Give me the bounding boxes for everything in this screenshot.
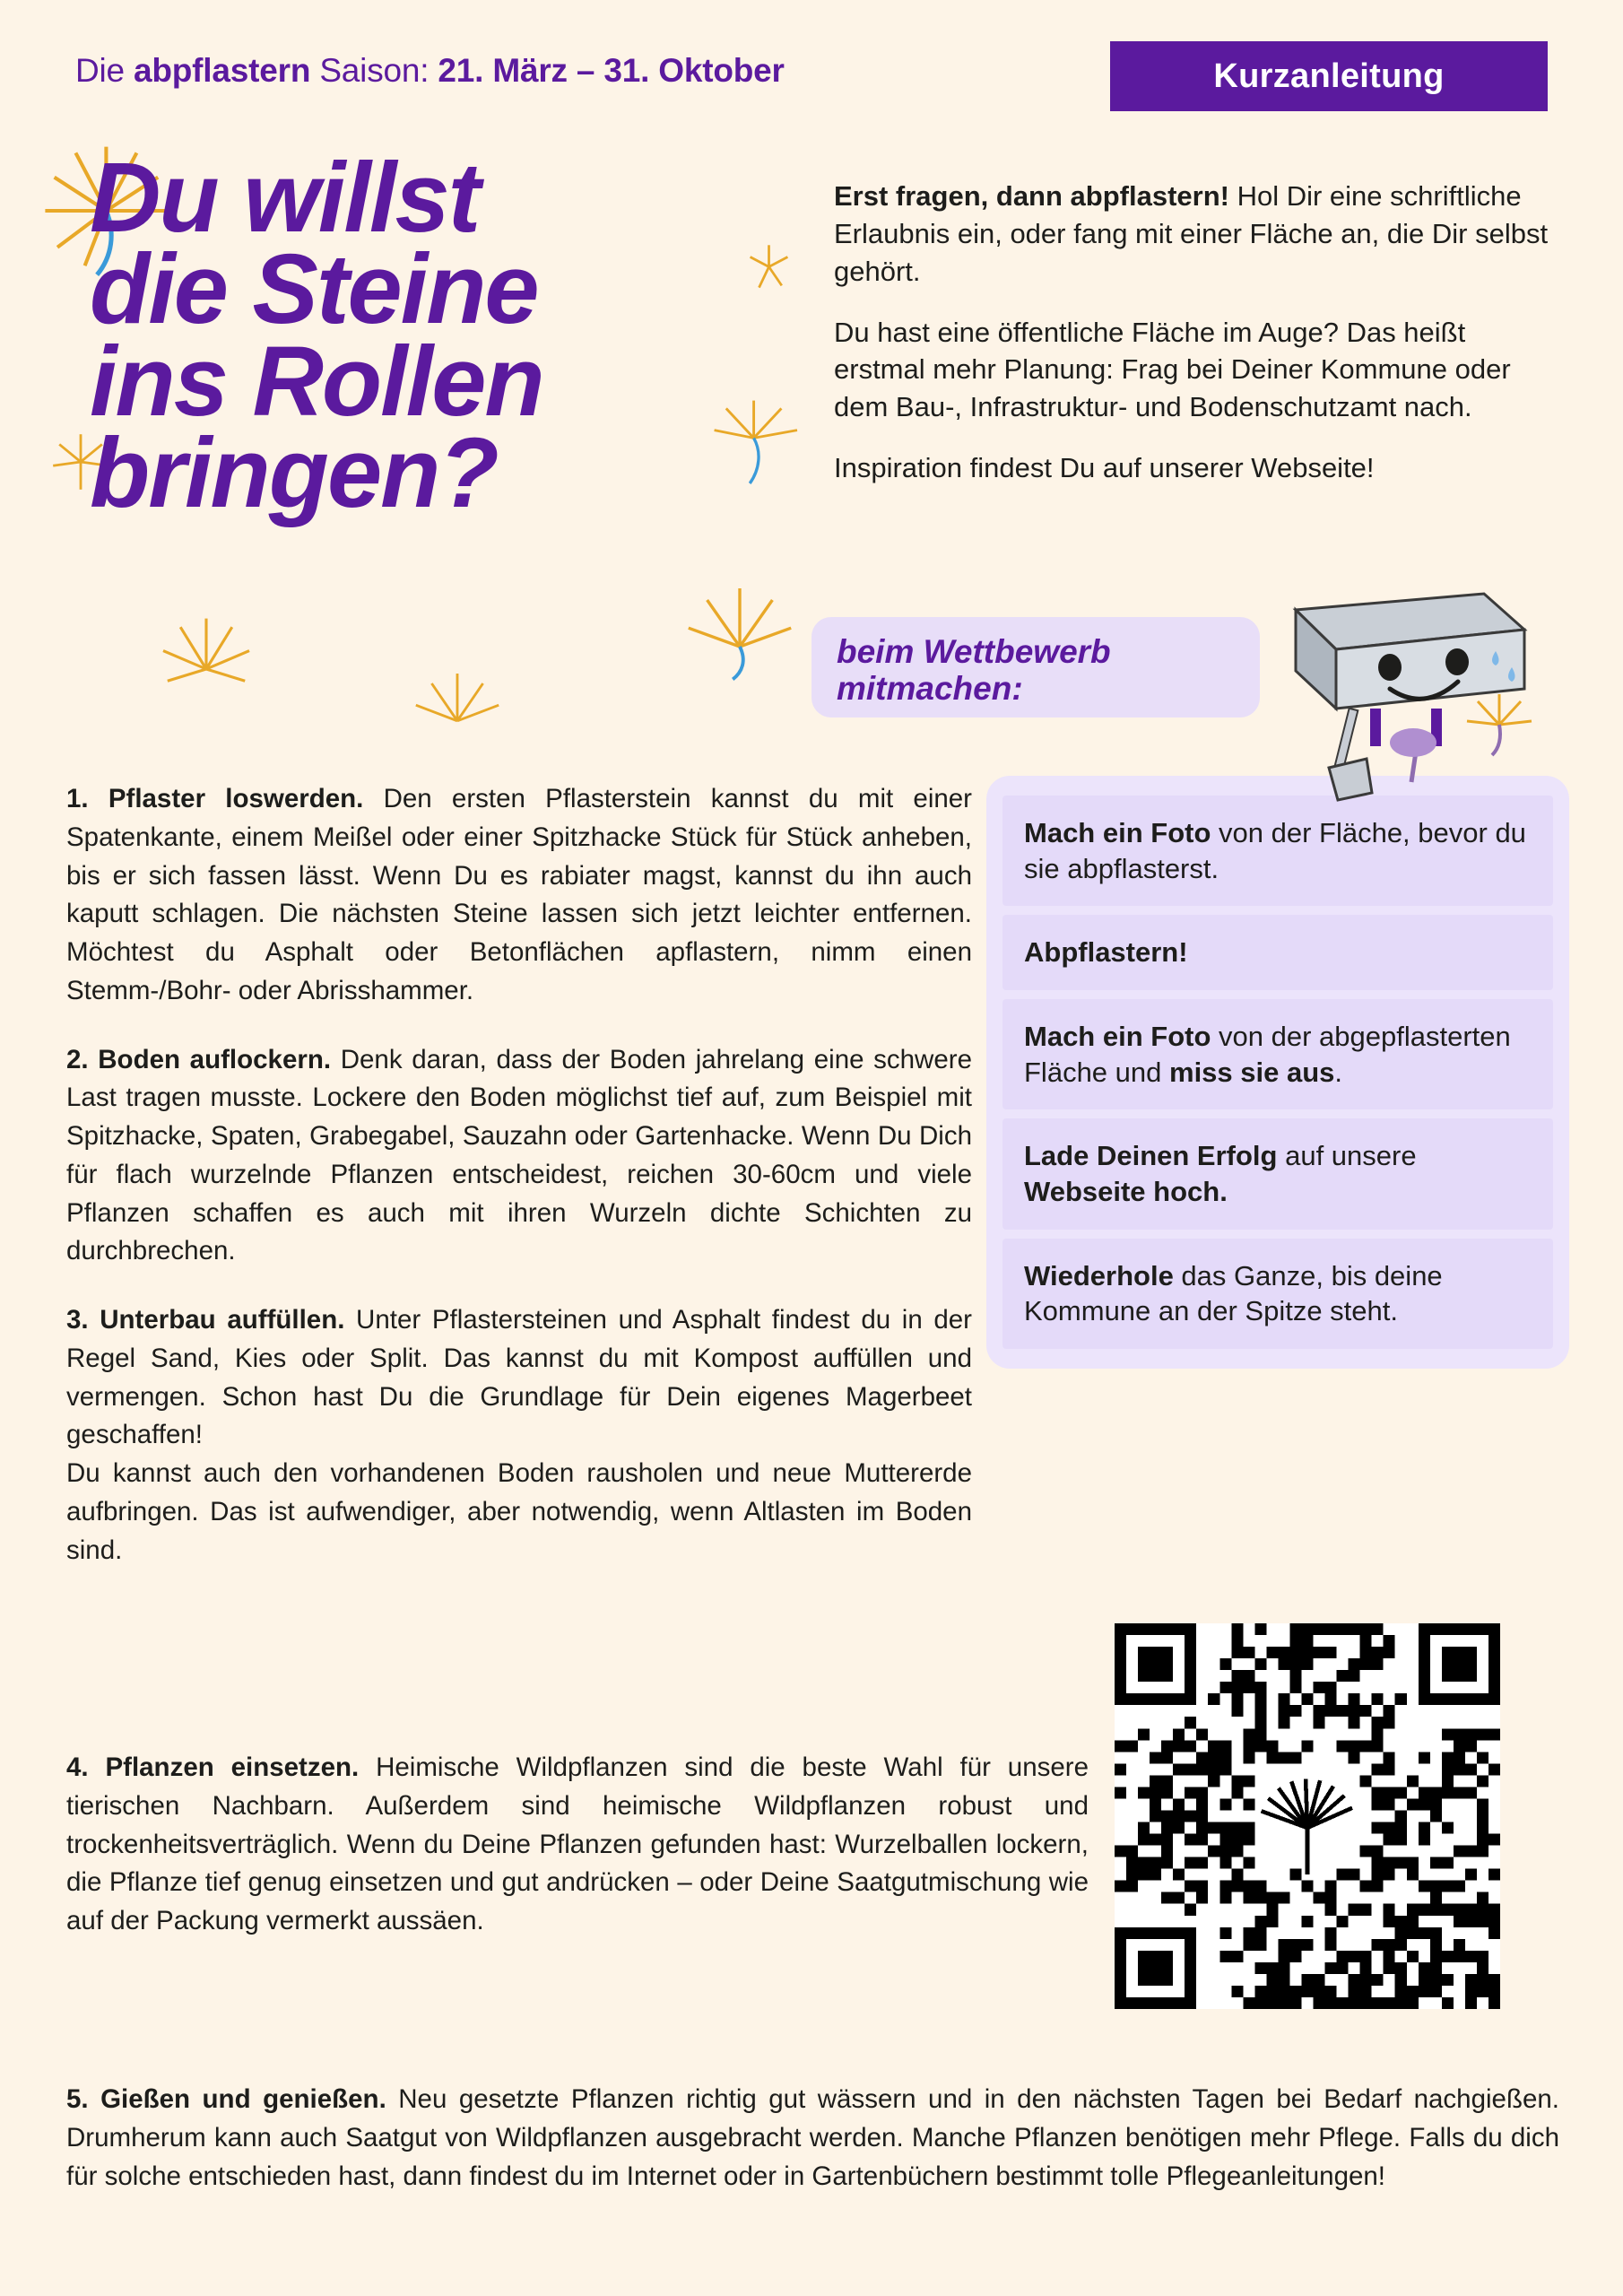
page-title	[90, 143, 879, 528]
checklist-1-bold: Mach ein Foto	[1024, 817, 1211, 848]
steps-column	[66, 780, 972, 1601]
page-header	[0, 41, 1623, 111]
step-3-title: 3. Unterbau auffüllen.	[66, 1305, 345, 1335]
mascot-illustration	[1255, 574, 1542, 816]
step-5-title: 5. Gießen und genießen.	[66, 2084, 386, 2114]
step-5-body: Neu gesetzte Pflanzen richtig gut wässern und in den nächsten Tagen bei Bedarf nachgießen. Drumherum kann auch Saatgut von Wildpflanzen ausgebracht werden. Manche Pflanzen benötigen mehr Pflege. Falls du dich für solche entschieden hast, dann findest du im Internet oder in Gartenbüchern bestimmt tolle Pflegeanleitungen!	[66, 2084, 1559, 2191]
step-1-title: 1. Pflaster loswerden.	[66, 784, 364, 813]
checklist-3-bold: Mach ein Foto	[1024, 1021, 1211, 1053]
dandelion-seed-icon	[152, 610, 260, 718]
contest-line-1: beim Wettbewerb	[837, 633, 1111, 670]
checklist-3-rest: von der abgepflasterten Fläche und	[1024, 1021, 1511, 1088]
kurzanleitung-badge	[1110, 41, 1548, 111]
steps-wide-column	[66, 1749, 1089, 1971]
checklist-item	[1002, 915, 1553, 990]
qr-code[interactable]	[1115, 1623, 1500, 2009]
step-3-body: Unter Pflastersteinen und Asphalt findest du in der Regel Sand, Kies oder Split. Das kannst du mit Kompost auffüllen und vermengen. Schon hast Du die Grundlage für Dein eigenes Magerbeet geschaffen!	[66, 1305, 972, 1450]
intro-text	[834, 178, 1551, 510]
step-2-body: Denk daran, dass der Boden jahrelang eine schwere Last tragen musste. Lockere den Boden möglichst tief auf, zum Beispiel mit Spitzhacke, Spaten, Grabegabel, Sauzahn oder Gartenhacke. Wenn Du Dich für flach wurzelnde Pflanzen entscheidest, reichen 30-60cm und viele Pflanzen schaffen es auch mit ihren Wurzeln dichte Schichten zu durchbrechen.	[66, 1044, 972, 1266]
kurzanleitung-badge-label: Kurzanleitung	[1213, 57, 1445, 95]
contest-banner	[812, 617, 1260, 718]
step-3-body-2: Du kannst auch den vorhandenen Boden rausholen und neue Muttererde aufbringen. Das ist aufwendiger, aber notwendig, wenn Altlasten im Boden sind.	[66, 1458, 972, 1565]
checklist-item	[1002, 999, 1553, 1109]
step-4-title: 4. Pflanzen einsetzen.	[66, 1752, 360, 1782]
season-prefix: Die	[75, 52, 134, 89]
checklist-5-bold: Wiederhole	[1024, 1259, 1174, 1292]
headline-line-1: Du willst	[90, 143, 480, 253]
intro-p1-rest: Hol Dir eine schriftliche Erlaubnis ein, oder fang mit einer Fläche an, die Dir selbst gehört.	[834, 180, 1549, 287]
step-item	[66, 1749, 1089, 1941]
step-2-title: 2. Boden auflockern.	[66, 1044, 332, 1074]
checklist-3-rest-2: .	[1334, 1056, 1343, 1088]
step-item	[66, 1301, 972, 1570]
dandelion-seed-icon	[408, 664, 507, 762]
intro-paragraph-1	[834, 178, 1551, 291]
checklist-panel	[986, 776, 1569, 1369]
season-rest: Saison:	[310, 52, 438, 89]
dandelion-icon	[408, 664, 507, 762]
dandelion-icon	[152, 610, 260, 718]
paving-stone-mascot-icon	[1255, 574, 1542, 816]
checklist-4-bold-2: Webseite hoch.	[1024, 1176, 1228, 1208]
intro-paragraph-3: Inspiration findest Du auf unserer Webseite!	[834, 452, 1375, 484]
dandelion-icon	[681, 565, 798, 682]
step-1-body: Den ersten Pflasterstein kannst du mit einer Spatenkante, einem Meißel oder einer Spitzhacke Stück für Stück anheben, bis er sich fassen lässt. Wenn Du es rabiater magst, kannst du ihn auch kaputt schlagen. Die nächsten Steine lassen sich jetzt leichter entfernen. Möchtest du Asphalt oder Betonflächen apflastern, nimm einen Stemm-/Bohr- oder Abrisshammer.	[66, 784, 973, 1005]
intro-paragraph-2: Du hast eine öffentliche Fläche im Auge? Das heißt erstmal mehr Planung: Frag bei Deiner Kommune oder dem Bau-, Infrastruktur- und Bodenschutzamt nach.	[834, 316, 1511, 423]
checklist-item	[1002, 1239, 1553, 1349]
steps-widest-column	[66, 2081, 1559, 2226]
headline-line-2: die Steine	[90, 234, 538, 345]
intro-p1-bold: Erst fragen, dann abpflastern!	[834, 180, 1229, 212]
checklist-1-rest: von der Fläche, bevor du sie abpflasterst.	[1024, 817, 1526, 884]
checklist-4-bold: Lade Deinen Erfolg	[1024, 1140, 1278, 1172]
contest-line-2: mitmachen:	[837, 670, 1023, 708]
contest-banner-text	[837, 633, 1249, 708]
step-item	[66, 780, 972, 1011]
headline-line-3: ins Rollen	[90, 326, 543, 437]
season-brand: abpflastern	[134, 52, 311, 89]
step-item	[66, 1041, 972, 1272]
dandelion-seed-icon	[681, 565, 798, 682]
step-item	[66, 2081, 1559, 2196]
qr-code-icon[interactable]	[1115, 1623, 1500, 2009]
checklist-2-bold: Abpflastern!	[1024, 936, 1188, 969]
checklist-3-bold-2: miss sie aus	[1169, 1056, 1335, 1088]
checklist-4-rest: auf unsere	[1277, 1140, 1417, 1172]
step-4-body: Heimische Wildpflanzen sind die beste Wahl für unsere tierischen Nachbarn. Außerdem sind heimische Wildpflanzen robust und trockenheitsverträglich. Wenn du Deine Pflanzen gefunden hast: Wurzelballen lockern, die Pflanze tief genug einsetzen und gut andrücken – oder Deine Saatgutmischung wie auf der Packung vermerkt aussäen.	[66, 1752, 1089, 1936]
headline-line-4: bringen?	[90, 417, 498, 528]
checklist-5-rest: das Ganze, bis deine Kommune an der Spitze steht.	[1024, 1259, 1443, 1327]
checklist-item	[1002, 1118, 1553, 1229]
season-dates: 21. März – 31. Oktober	[438, 52, 785, 89]
season-line	[75, 52, 785, 90]
